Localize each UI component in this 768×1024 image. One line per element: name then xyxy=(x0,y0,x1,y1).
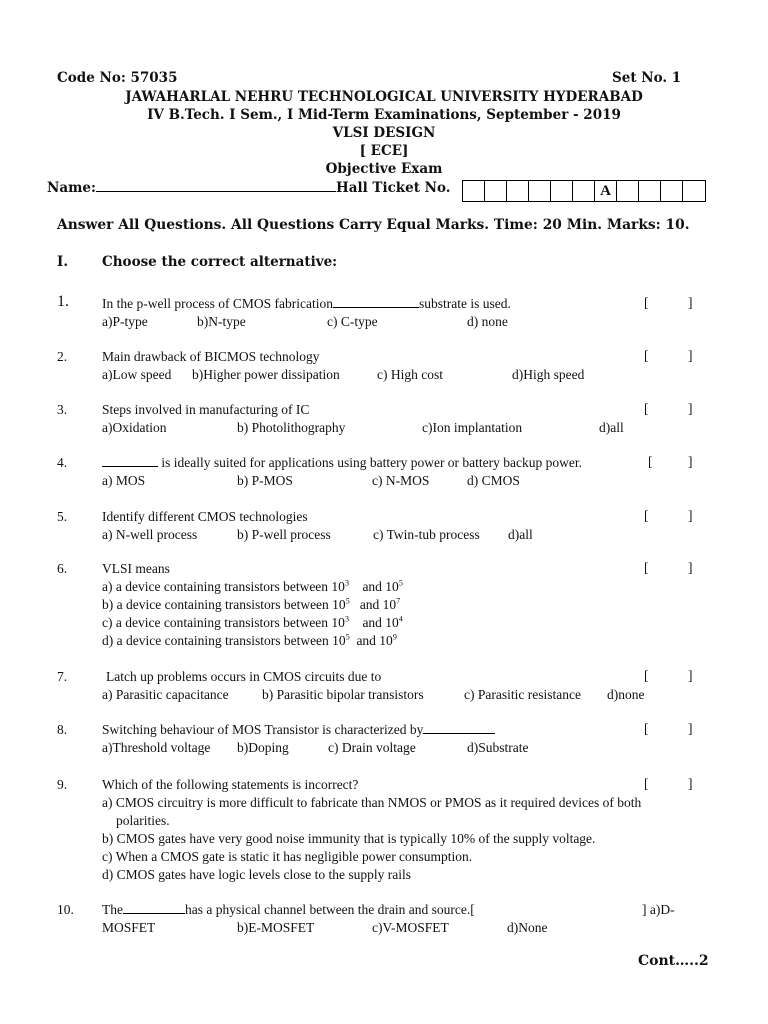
answer-blank[interactable] xyxy=(123,913,185,914)
option-c[interactable]: c) C-type xyxy=(327,314,378,329)
question-10 xyxy=(102,901,475,919)
question-text: In the p-well process of CMOS fabrication xyxy=(102,296,333,311)
question-number: 5. xyxy=(57,509,68,524)
option-a-continued[interactable]: MOSFET xyxy=(102,920,156,935)
question-text: The xyxy=(102,902,123,917)
question-text: Switching behaviour of MOS Transistor is characterized by xyxy=(102,722,424,737)
hall-ticket-cell[interactable] xyxy=(639,181,661,201)
option-c[interactable]: c)V-MOSFET xyxy=(372,920,449,935)
option-b[interactable]: b) P-well process xyxy=(237,527,331,542)
question-text: has a physical channel between the drain and source. xyxy=(185,902,471,917)
question-8 xyxy=(102,721,495,739)
answer-bracket[interactable]: [ ] xyxy=(648,454,693,469)
set-number: Set No. 1 xyxy=(612,70,682,86)
name-field[interactable] xyxy=(47,180,451,196)
option-a[interactable]: a) N-well process xyxy=(102,527,198,542)
hall-ticket-cell[interactable] xyxy=(573,181,595,201)
option-a[interactable]: a)P-type xyxy=(102,314,148,329)
question-number: 3. xyxy=(57,402,68,417)
question-text: Latch up problems occurs in CMOS circuits due to xyxy=(106,669,382,684)
hall-ticket-cell[interactable] xyxy=(529,181,551,201)
answer-blank[interactable] xyxy=(102,466,158,467)
option-b[interactable]: b)Doping xyxy=(237,740,289,755)
option-d[interactable]: d)all xyxy=(599,420,624,435)
question-text: Identify different CMOS technologies xyxy=(102,509,308,524)
question-number: 7. xyxy=(57,669,68,684)
option-d[interactable]: d)Substrate xyxy=(467,740,529,755)
option-c[interactable]: c) When a CMOS gate is static it has negligible power consumption. xyxy=(102,849,473,864)
question-number: 1. xyxy=(57,293,69,310)
option-b[interactable]: b) Parasitic bipolar transistors xyxy=(262,687,424,702)
option-d[interactable]: d)none xyxy=(607,687,645,702)
option-a[interactable]: a) Parasitic capacitance xyxy=(102,687,229,702)
option-d[interactable]: d) a device containing transistors between $10^5$ and $10^9$ xyxy=(102,632,397,648)
question-text: substrate is used. xyxy=(418,296,511,311)
hall-ticket-label: Hall Ticket No. xyxy=(335,180,451,196)
answer-bracket[interactable]: [ ] xyxy=(644,401,693,416)
hall-ticket-cell[interactable] xyxy=(507,181,529,201)
hall-ticket-cell[interactable]: A xyxy=(595,181,617,201)
question-1 xyxy=(102,295,511,313)
option-b[interactable]: b)E-MOSFET xyxy=(237,920,315,935)
hall-ticket-cell[interactable] xyxy=(617,181,639,201)
answer-blank[interactable] xyxy=(423,733,495,734)
answer-bracket-right[interactable]: ] a)D- xyxy=(642,902,675,917)
answer-bracket[interactable]: [ ] xyxy=(644,295,693,310)
answer-bracket-left[interactable]: [ xyxy=(470,902,475,917)
option-d[interactable]: d) CMOS gates have logic levels close to the supply rails xyxy=(102,867,411,882)
option-b[interactable]: b) P-MOS xyxy=(237,473,293,488)
question-number: 2. xyxy=(57,349,68,364)
section-title: Choose the correct alternative: xyxy=(102,254,338,270)
question-text: is ideally suited for applications using battery power or battery backup power. xyxy=(158,455,583,470)
hall-ticket-cell[interactable] xyxy=(463,181,485,201)
option-d[interactable]: d)all xyxy=(508,527,533,542)
answer-blank[interactable] xyxy=(333,307,419,308)
name-blank[interactable] xyxy=(96,191,336,192)
hall-ticket-cell[interactable] xyxy=(683,181,705,201)
option-b[interactable]: b) a device containing transistors between $10^5$ and $10^7$ xyxy=(102,596,401,612)
answer-bracket[interactable]: [ ] xyxy=(644,560,693,575)
branch-label: [ ECE] xyxy=(359,143,409,159)
university-name: JAWAHARLAL NEHRU TECHNOLOGICAL UNIVERSITY HYDERABAD xyxy=(125,89,643,105)
option-b[interactable]: b) Photolithography xyxy=(237,420,346,435)
name-label: Name: xyxy=(47,180,96,196)
hall-ticket-boxes[interactable] xyxy=(462,180,706,202)
question-number: 6. xyxy=(57,561,68,576)
option-d[interactable]: d)None xyxy=(507,920,548,935)
answer-bracket[interactable]: [ ] xyxy=(644,776,693,791)
subject-title: VLSI DESIGN xyxy=(332,125,436,141)
option-d[interactable]: d)High speed xyxy=(512,367,585,382)
option-d[interactable]: d) none xyxy=(467,314,508,329)
question-number: 8. xyxy=(57,722,68,737)
answer-bracket[interactable]: [ ] xyxy=(644,721,693,736)
option-b[interactable]: b)N-type xyxy=(197,314,246,329)
hall-ticket-cell[interactable] xyxy=(661,181,683,201)
instructions: Answer All Questions. All Questions Carry Equal Marks. Time: 20 Min. Marks: 10. xyxy=(57,217,690,233)
answer-bracket[interactable]: [ ] xyxy=(644,508,693,523)
option-c[interactable]: c)Ion implantation xyxy=(422,420,523,435)
question-text: Steps involved in manufacturing of IC xyxy=(102,402,310,417)
option-a[interactable]: a) CMOS circuitry is more difficult to fabricate than NMOS or PMOS as it required devices of both xyxy=(102,795,642,810)
option-b[interactable]: b)Higher power dissipation xyxy=(192,367,340,382)
question-number: 10. xyxy=(57,902,74,917)
option-a[interactable]: a)Oxidation xyxy=(102,420,167,435)
option-a[interactable]: a) MOS xyxy=(102,473,146,488)
question-text: Main drawback of BICMOS technology xyxy=(102,349,320,364)
option-a[interactable]: a)Low speed xyxy=(102,367,172,382)
exam-type: Objective Exam xyxy=(325,161,443,177)
question-4 xyxy=(102,454,582,472)
option-a[interactable]: a) a device containing transistors between $10^3$ and $10^5$ xyxy=(102,578,403,594)
question-number: 4. xyxy=(57,455,68,470)
option-d[interactable]: d) CMOS xyxy=(467,473,520,488)
hall-ticket-cell[interactable] xyxy=(485,181,507,201)
code-number: Code No: 57035 xyxy=(57,70,178,86)
option-c[interactable]: c) Twin-tub process xyxy=(373,527,480,542)
option-a-continued[interactable]: polarities. xyxy=(116,813,170,828)
option-c[interactable]: c) Drain voltage xyxy=(328,740,416,755)
answer-bracket[interactable]: [ ] xyxy=(644,668,693,683)
option-c[interactable]: c) a device containing transistors between $10^3$ and $10^4$ xyxy=(102,614,403,630)
option-c[interactable]: c) N-MOS xyxy=(372,473,430,488)
option-c[interactable]: c) High cost xyxy=(377,367,443,382)
answer-bracket[interactable]: [ ] xyxy=(644,348,693,363)
hall-ticket-cell[interactable] xyxy=(551,181,573,201)
continued-label: Cont…..2 xyxy=(638,953,709,969)
option-a[interactable]: a)Threshold voltage xyxy=(102,740,211,755)
exam-title: IV B.Tech. I Sem., I Mid-Term Examinations, September - 2019 xyxy=(147,107,621,123)
option-c[interactable]: c) Parasitic resistance xyxy=(464,687,581,702)
question-number: 9. xyxy=(57,777,68,792)
option-b[interactable]: b) CMOS gates have very good noise immunity that is typically 10% of the supply voltage. xyxy=(102,831,596,846)
section-number: I. xyxy=(57,254,69,270)
question-text: VLSI means xyxy=(102,561,170,576)
question-text: Which of the following statements is incorrect? xyxy=(102,777,359,792)
